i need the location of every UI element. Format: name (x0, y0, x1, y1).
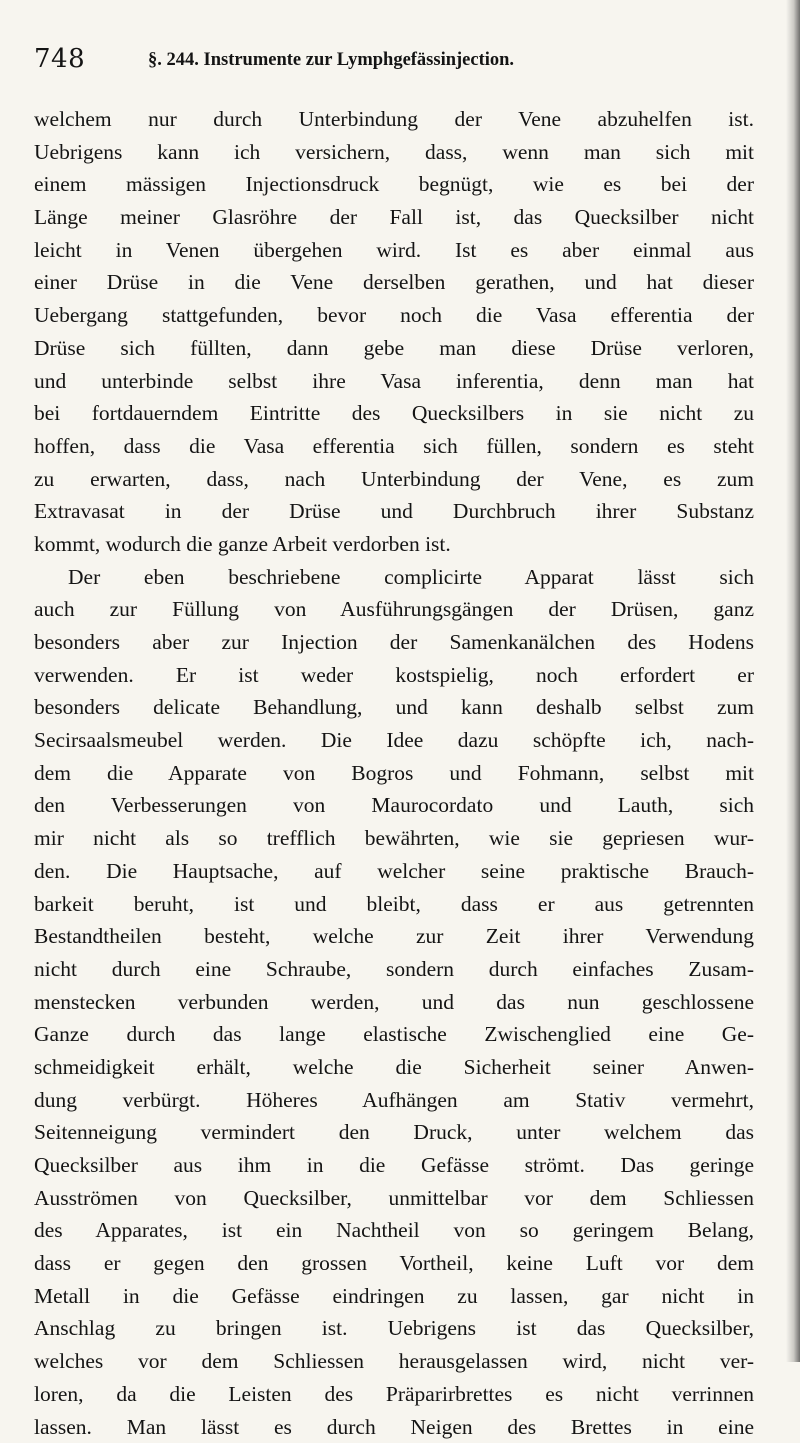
text-line: Ausströmen von Quecksilber, unmittelbar vor dem Schliessen (34, 1182, 754, 1215)
text-line: den. Die Hauptsache, auf welcher seine praktische Brauch- (34, 855, 754, 888)
text-line: Anschlag zu bringen ist. Uebrigens ist das Quecksilber, (34, 1312, 754, 1345)
text-line: Ganze durch das lange elastische Zwischenglied eine Ge- (34, 1018, 754, 1051)
text-line: Bestandtheilen besteht, welche zur Zeit ihrer Verwendung (34, 920, 754, 953)
text-line: und unterbinde selbst ihre Vasa inferentia, denn man hat (34, 365, 754, 398)
text-line: den Verbesserungen von Maurocordato und Lauth, sich (34, 789, 754, 822)
text-line: dung verbürgt. Höheres Aufhängen am Stativ vermehrt, (34, 1084, 754, 1117)
text-line: Drüse sich füllten, dann gebe man diese Drüse verloren, (34, 332, 754, 365)
text-line: Metall in die Gefässe eindringen zu lassen, gar nicht in (34, 1280, 754, 1313)
body-text (34, 103, 754, 1443)
text-line: Uebergang stattgefunden, bevor noch die Vasa efferentia der (34, 299, 754, 332)
page-number: 748 (34, 44, 85, 74)
text-line: einem mässigen Injectionsdruck begnügt, wie es bei der (34, 168, 754, 201)
text-line: besonders delicate Behandlung, und kann deshalb selbst zum (34, 691, 754, 724)
text-line: Secirsaalsmeubel werden. Die Idee dazu schöpfte ich, nach- (34, 724, 754, 757)
page-header (34, 44, 754, 84)
text-line: loren, da die Leisten des Präparirbrettes es nicht verrinnen (34, 1378, 754, 1411)
text-line: Länge meiner Glasröhre der Fall ist, das Quecksilber nicht (34, 201, 754, 234)
text-line: zu erwarten, dass, nach Unterbindung der Vene, es zum (34, 463, 754, 496)
text-line: welchem nur durch Unterbindung der Vene abzuhelfen ist. (34, 103, 754, 136)
text-line: verwenden. Er ist weder kostspielig, noch erfordert er (34, 659, 754, 692)
text-line: welches vor dem Schliessen herausgelassen wird, nicht ver- (34, 1345, 754, 1378)
text-line: Seitenneigung vermindert den Druck, unter welchem das (34, 1116, 754, 1149)
text-line: dass er gegen den grossen Vortheil, keine Luft vor dem (34, 1247, 754, 1280)
text-line: kommt, wodurch die ganze Arbeit verdorben ist. (34, 528, 754, 561)
text-line: schmeidigkeit erhält, welche die Sicherheit seiner Anwen- (34, 1051, 754, 1084)
text-line: Extravasat in der Drüse und Durchbruch ihrer Substanz (34, 495, 754, 528)
paragraph-start-line: Der eben beschriebene complicirte Apparat lässt sich (34, 561, 754, 594)
text-line: nicht durch eine Schraube, sondern durch einfaches Zusam- (34, 953, 754, 986)
text-line: mir nicht als so trefflich bewährten, wie sie gepriesen wur- (34, 822, 754, 855)
text-line: Uebrigens kann ich versichern, dass, wenn man sich mit (34, 136, 754, 169)
text-line: auch zur Füllung von Ausführungsgängen der Drüsen, ganz (34, 593, 754, 626)
text-line: leicht in Venen übergehen wird. Ist es aber einmal aus (34, 234, 754, 267)
text-line: besonders aber zur Injection der Samenkanälchen des Hodens (34, 626, 754, 659)
text-line: Quecksilber aus ihm in die Gefässe strömt. Das geringe (34, 1149, 754, 1182)
text-line: lassen. Man lässt es durch Neigen des Brettes in eine (34, 1411, 754, 1443)
text-line: bei fortdauerndem Eintritte des Quecksilbers in sie nicht zu (34, 397, 754, 430)
running-title: §. 244. Instrumente zur Lymphgefässinjection. (148, 50, 514, 71)
text-line: dem die Apparate von Bogros und Fohmann, selbst mit (34, 757, 754, 790)
page-binding-shadow (786, 0, 800, 1362)
text-line: barkeit beruht, ist und bleibt, dass er aus getrennten (34, 888, 754, 921)
text-line: des Apparates, ist ein Nachtheil von so geringem Belang, (34, 1214, 754, 1247)
text-line: einer Drüse in die Vene derselben gerathen, und hat dieser (34, 266, 754, 299)
text-line: hoffen, dass die Vasa efferentia sich füllen, sondern es steht (34, 430, 754, 463)
text-line: menstecken verbunden werden, und das nun geschlossene (34, 986, 754, 1019)
